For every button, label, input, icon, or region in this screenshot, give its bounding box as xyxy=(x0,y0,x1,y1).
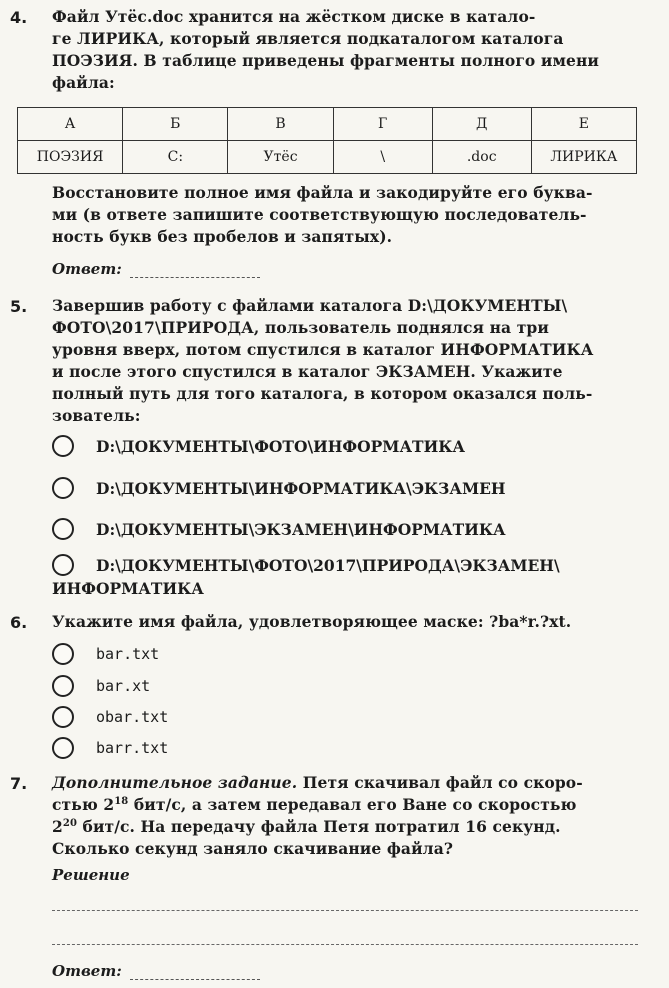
option-label xyxy=(52,554,560,600)
q7-additional-label: Дополнительное задание. xyxy=(52,773,298,792)
radio-button[interactable] xyxy=(52,675,74,697)
option-label: obar.txt xyxy=(96,708,169,726)
question-4-task xyxy=(52,182,636,248)
q5-line-1: Завершив работу с файлами каталога D:\ДОКУМЕНТЫ\ xyxy=(52,296,568,315)
q7-answer-line xyxy=(52,962,260,980)
q7-line-2 xyxy=(52,794,636,816)
q7-line-1-rest: Петя скачивал файл со скоро- xyxy=(297,773,583,792)
question-6-text xyxy=(52,611,636,633)
q4-answer-field[interactable] xyxy=(130,265,260,278)
table-header-cell: Д xyxy=(432,108,531,141)
question-4-text xyxy=(52,6,636,94)
q4-answer-line xyxy=(52,260,260,278)
q7-line-2-b: бит/с, а затем передавал его Ване со скоростью xyxy=(128,795,577,814)
q5-option-2[interactable] xyxy=(52,477,506,500)
table-header-cell: Е xyxy=(531,108,636,141)
q5-line-4: и после этого спустился в каталог ЭКЗАМЕН. Укажите xyxy=(52,362,563,381)
q7-line-3-b: бит/с. На передачу файла Петя потратил 16 секунд. xyxy=(77,817,561,836)
q4-answer-label: Ответ: xyxy=(52,260,122,278)
q7-line-3-a: 2 xyxy=(52,817,63,836)
question-7-number: 7. xyxy=(10,774,28,793)
option-label: bar.txt xyxy=(96,645,160,663)
question-5-number: 5. xyxy=(10,297,28,316)
q4-line-2: ге ЛИРИКА, который является подкаталогом каталога xyxy=(52,29,564,48)
q7-line-2-a: стью 2 xyxy=(52,795,115,814)
option-label: D:\ДОКУМЕНТЫ\ФОТО\ИНФОРМАТИКА xyxy=(96,437,465,456)
q7-line-1 xyxy=(52,772,636,794)
option-label: barr.txt xyxy=(96,739,169,757)
radio-button[interactable] xyxy=(52,643,74,665)
q7-line-4: Сколько секунд заняло скачивание файла? xyxy=(52,839,454,858)
radio-button[interactable] xyxy=(52,518,74,540)
table-value-cell: ПОЭЗИЯ xyxy=(18,141,123,174)
radio-button[interactable] xyxy=(52,435,74,457)
q4-task-line-2: ми (в ответе запишите соответствующую последователь- xyxy=(52,205,587,224)
question-6-number: 6. xyxy=(10,613,28,632)
q4-line-4: файла: xyxy=(52,73,115,92)
table-value-row xyxy=(18,141,637,174)
q5-option-4[interactable] xyxy=(52,554,560,600)
q7-exponent-1: 18 xyxy=(114,795,129,807)
question-5-text xyxy=(52,295,636,427)
q7-solution-label: Решение xyxy=(52,866,130,884)
q6-option-4[interactable] xyxy=(52,737,168,760)
q5-line-2: ФОТО\2017\ПРИРОДА, пользователь поднялся на три xyxy=(52,318,549,337)
q5-option-3[interactable] xyxy=(52,518,506,541)
table-header-cell: В xyxy=(228,108,333,141)
table-value-cell: Утёс xyxy=(228,141,333,174)
table-header-cell: Б xyxy=(123,108,228,141)
radio-button[interactable] xyxy=(52,706,74,728)
table-header-cell: Г xyxy=(333,108,432,141)
q7-answer-field[interactable] xyxy=(130,967,260,980)
q5-line-5: полный путь для того каталога, в котором оказался поль- xyxy=(52,384,593,403)
q7-solution-line-2[interactable] xyxy=(52,944,638,945)
radio-button[interactable] xyxy=(52,737,74,759)
table-header-cell: А xyxy=(18,108,123,141)
table-value-cell: .doc xyxy=(432,141,531,174)
q5-line-3: уровня вверх, потом спустился в каталог ИНФОРМАТИКА xyxy=(52,340,594,359)
radio-button[interactable] xyxy=(52,554,74,576)
q4-task-line-3: ность букв без пробелов и запятых). xyxy=(52,227,393,246)
fragments-table xyxy=(17,107,637,174)
q5-line-6: зователь: xyxy=(52,406,141,425)
option-label-line-1: D:\ДОКУМЕНТЫ\ФОТО\2017\ПРИРОДА\ЭКЗАМЕН\ xyxy=(96,556,560,575)
option-label: D:\ДОКУМЕНТЫ\ИНФОРМАТИКА\ЭКЗАМЕН xyxy=(96,479,506,498)
q7-exponent-2: 20 xyxy=(62,817,78,829)
q6-option-1[interactable] xyxy=(52,643,159,666)
q7-answer-label: Ответ: xyxy=(52,962,122,980)
radio-button[interactable] xyxy=(52,477,74,499)
table-value-cell: C: xyxy=(123,141,228,174)
q4-task-line-1: Восстановите полное имя файла и закодируйте его буква- xyxy=(52,183,593,202)
q4-line-3: ПОЭЗИЯ. В таблице приведены фрагменты полного имени xyxy=(52,51,600,70)
q6-option-3[interactable] xyxy=(52,706,168,729)
q5-option-1[interactable] xyxy=(52,435,465,458)
q6-line-1: Укажите имя файла, удовлетворяющее маске: ?ba*r.?xt. xyxy=(52,612,572,631)
q4-line-1: Файл Утёс.doc хранится на жёстком диске в катало- xyxy=(52,7,536,26)
option-label: bar.xt xyxy=(96,677,151,695)
option-label: D:\ДОКУМЕНТЫ\ЭКЗАМЕН\ИНФОРМАТИКА xyxy=(96,520,506,539)
q7-line-3 xyxy=(52,816,636,838)
table-value-cell: \ xyxy=(333,141,432,174)
table-header-row xyxy=(18,108,637,141)
question-7-text xyxy=(52,772,636,860)
table-value-cell: ЛИРИКА xyxy=(531,141,636,174)
q7-solution-line-1[interactable] xyxy=(52,910,638,911)
option-label-line-2: ИНФОРМАТИКА xyxy=(52,579,204,598)
q6-option-2[interactable] xyxy=(52,675,150,698)
question-4-number: 4. xyxy=(10,8,28,27)
